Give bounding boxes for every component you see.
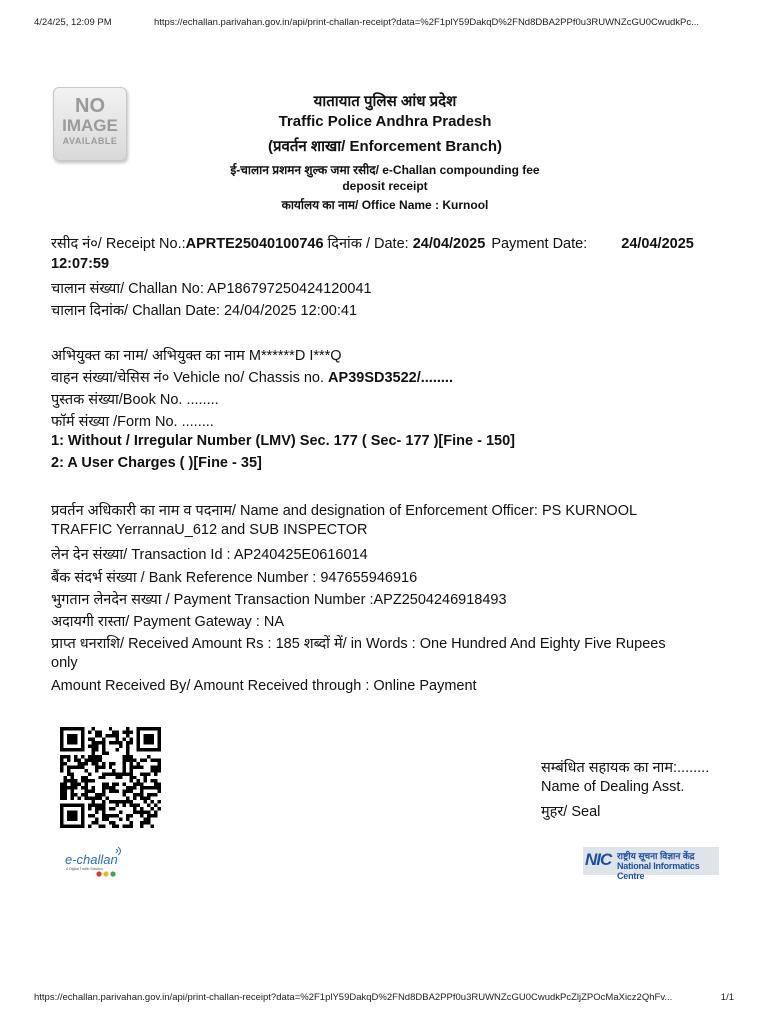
payment-date: 24/04/2025 bbox=[621, 236, 694, 252]
print-datetime: 4/24/25, 12:09 PM bbox=[34, 17, 112, 28]
vehicle-label: वाहन संख्या/चेसिस नं० Vehicle no/ Chassis no. bbox=[51, 370, 329, 386]
accused-name: अभियुक्त का नाम/ अभियुक्त का नाम M******D I***Q bbox=[51, 348, 342, 364]
bank-reference: बैंक संदर्भ संख्या / Bank Reference Number : 947655946916 bbox=[51, 570, 418, 586]
dealing-assistant-english: Name of Dealing Asst. bbox=[541, 779, 685, 795]
print-footer bbox=[34, 992, 734, 1006]
receipt-title-line2: deposit receipt bbox=[342, 179, 428, 193]
receipt-number: APRTE25040100746 bbox=[185, 236, 324, 252]
echallan-logo-icon bbox=[64, 845, 128, 879]
english-title: Traffic Police Andhra Pradesh bbox=[278, 113, 492, 130]
hindi-title: यातायात पुलिस आंध प्रदेश bbox=[313, 93, 457, 110]
offence-1: 1: Without / Irregular Number (LMV) Sec. 177 ( Sec- 177 )[Fine - 150] bbox=[51, 433, 515, 449]
receipt-date: 24/04/2025 bbox=[412, 236, 486, 252]
challan-date: चालान दिनांक/ Challan Date: 24/04/2025 12:00:41 bbox=[51, 303, 358, 319]
branch-title: (प्रवर्तन शाखा/ Enforcement Branch) bbox=[267, 138, 502, 155]
nic-hindi: राष्ट्रीय सूचना विज्ञान केंद्र bbox=[617, 851, 695, 861]
challan-number: चालान संख्या/ Challan No: AP186797250424120041 bbox=[51, 281, 372, 297]
date-label: दिनांक / Date: bbox=[323, 236, 413, 252]
receipt-label: रसीद नं०/ Receipt No.: bbox=[51, 236, 186, 252]
office-name: कार्यालय का नाम/ Office Name : Kurnool bbox=[281, 198, 489, 212]
vehicle-line bbox=[51, 367, 453, 387]
form-number: फॉर्म संख्या /Form No. ........ bbox=[51, 414, 214, 430]
nic-english: National Informatics Centre bbox=[617, 861, 700, 881]
no-image-placeholder bbox=[53, 87, 127, 161]
print-header bbox=[34, 17, 734, 31]
receipt-title-line1: ई-चालान प्रशमन शुल्क जमा रसीद/ e-Challan compounding fee bbox=[230, 163, 540, 177]
echallan-logo-text: e-challan bbox=[65, 852, 118, 867]
print-footer-url: https://echallan.parivahan.gov.in/api/print-challan-receipt?data=%2F1plY59DakqD%2FNd8DBA2PPf0u3RUWNZcGU0CwudkPcZljZPOcMaXicz2QhFv... bbox=[34, 992, 673, 1003]
payment-date-label: Payment Date: bbox=[487, 236, 592, 252]
officer-line1: प्रवर्तन अधिकारी का नाम व पदनाम/ Name and designation of Enforcement Officer: PS KURNOOL bbox=[51, 503, 638, 519]
payment-transaction-number: भुगतान लेनदेन सख्या / Payment Transaction Number :APZ2504246918493 bbox=[51, 592, 507, 608]
print-header-url: https://echallan.parivahan.gov.in/api/print-challan-receipt?data=%2F1plY59DakqD%2FNd8DBA2PPf0u3RUWNZcGU0CwudkPc... bbox=[154, 17, 700, 28]
no-image-line2: IMAGE bbox=[62, 116, 118, 135]
book-number: पुस्तक संख्या/Book No. ........ bbox=[51, 392, 219, 408]
amount-received-by: Amount Received By/ Amount Received through : Online Payment bbox=[51, 678, 477, 694]
payment-time: 12:07:59 bbox=[51, 256, 110, 272]
offence-2: 2: A User Charges ( )[Fine - 35] bbox=[51, 455, 262, 471]
qr-code-icon bbox=[60, 727, 161, 828]
received-amount-line2: only bbox=[51, 655, 78, 671]
no-image-line3: AVAILABLE bbox=[62, 136, 118, 146]
page-number: 1/1 bbox=[720, 992, 734, 1003]
receipt-line bbox=[51, 233, 694, 253]
transaction-id: लेन देन संख्या/ Transaction Id : AP240425E0616014 bbox=[51, 547, 368, 563]
dealing-assistant-hindi: सम्बंधित सहायक का नाम:........ bbox=[541, 760, 710, 776]
no-image-line1: NO bbox=[75, 95, 105, 117]
vehicle-number: AP39SD3522/........ bbox=[328, 370, 453, 386]
seal-label: मुहर/ Seal bbox=[541, 804, 601, 820]
echallan-tagline: A Digital Traffic Solution bbox=[66, 867, 103, 871]
officer-line2: TRAFFIC YerrannaU_612 and SUB INSPECTOR bbox=[51, 522, 368, 538]
nic-logo-icon bbox=[583, 847, 719, 881]
payment-gateway: अदायगी रास्ता/ Payment Gateway : NA bbox=[51, 614, 284, 630]
received-amount-line1: प्राप्त धनराशि/ Received Amount Rs : 185 शब्दों में/ in Words : One Hundred And Eighty Five Rupees bbox=[51, 636, 666, 652]
nic-mark: NIC bbox=[585, 850, 612, 869]
